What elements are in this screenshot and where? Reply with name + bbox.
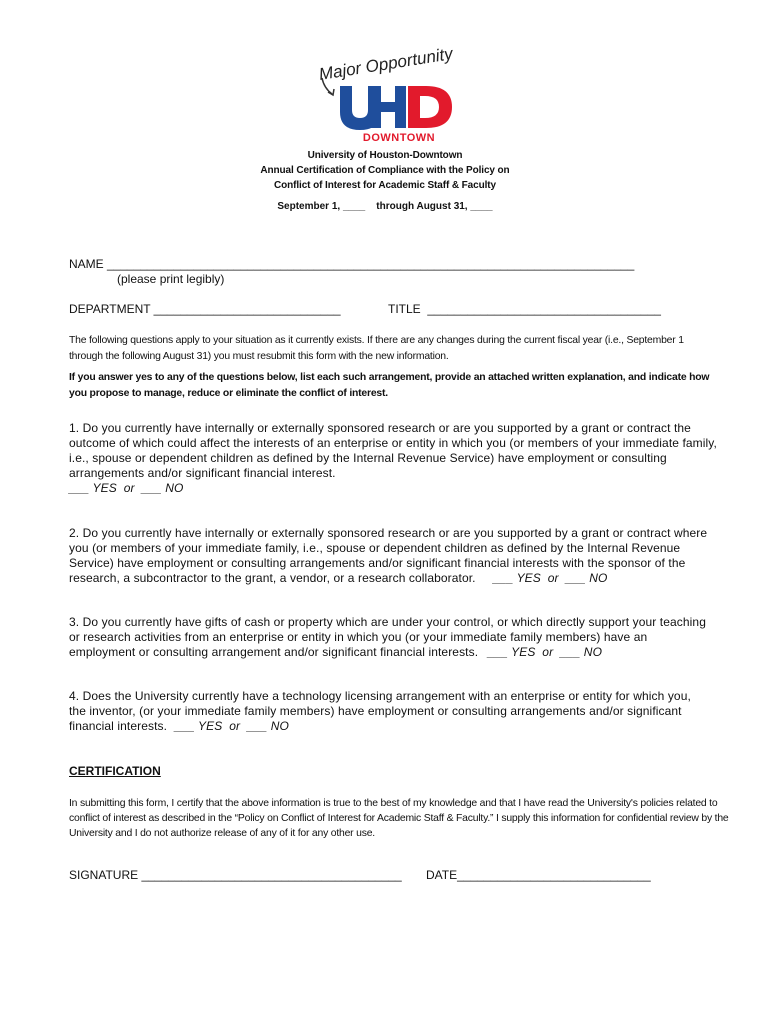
title-line-3: Conflict of Interest for Academic Staff & Faculty: [274, 180, 496, 191]
instructions-paragraph: If you answer yes to any of the questions below, list each such arrangement, provide an attached written explanation, and indicate how you propose to manage, reduce or eliminate the conflict of interest.: [69, 372, 710, 399]
question-4: [69, 689, 709, 734]
certification-text: In submitting this form, I certify that the above information is true to the best of my knowledge and that I have read the University's policies related to conflict of interest as described in the “Policy on Conflict of Interest for Academic Staff & Faculty.” I supply this information for confidential review by the University and I do not authorize release of any of it for any other use.: [69, 798, 729, 839]
uhd-logo: [310, 44, 470, 146]
question-2-answer[interactable]: ___ YES or ___ NO: [493, 571, 608, 585]
question-4-text: 4. Does the University currently have a technology licensing arrangement with an enterprise or entity for which you, the inventor, (or your immediate family members) have employment or consulting arrangements and/or significant financial interests.: [69, 689, 691, 733]
title-line-1: University of Houston-Downtown: [307, 150, 463, 161]
question-4-answer[interactable]: ___ YES or ___ NO: [174, 719, 289, 733]
name-field[interactable]: NAME _______________________________________________________________________________: [69, 257, 635, 271]
question-1-text: 1. Do you currently have internally or externally sponsored research or are you supported by a grant or contract the outcome of which could affect the interests of an enterprise or entity in which you (or members of your immediate family, i.e., spouse or dependent children as defined by the Internal Revenue Service) have employment or consulting arrangements and/or significant financial interest.: [69, 421, 717, 480]
date-field[interactable]: DATE_____________________________: [426, 868, 651, 882]
department-field[interactable]: DEPARTMENT ____________________________: [69, 302, 341, 316]
question-3: [69, 615, 709, 660]
question-3-text: 3. Do you currently have gifts of cash or property which are under your control, or which directly support your teaching or research activities from an enterprise or entity in which you (or your immediate family members) have an employment or consulting arrangement and/or significant financial interests.: [69, 615, 706, 659]
question-1: [69, 421, 719, 496]
question-1-answer[interactable]: ___ YES or ___ NO: [69, 481, 184, 495]
signature-field[interactable]: SIGNATURE _______________________________________: [69, 868, 402, 882]
title-line-2: Annual Certification of Compliance with the Policy on: [260, 165, 510, 176]
intro-paragraph: The following questions apply to your situation as it currently exists. If there are any changes during the current fiscal year (i.e., September 1 through the following August 31) you must resubmit this form with the new information.: [69, 335, 684, 362]
logo-tagline: Major Opportunity: [317, 44, 454, 84]
question-2-text: 2. Do you currently have internally or externally sponsored research or are you supported by a grant or contract where you (or members of your immediate family, i.e., spouse or dependent children as defined by the Internal Revenue Service) have employment or consulting arrangements and/or significant financial interests with the sponsor of the research, a subcontractor to the grant, a vendor, or a research collaborator.: [69, 526, 708, 585]
certification-heading: CERTIFICATION: [69, 764, 161, 778]
question-3-answer[interactable]: ___ YES or ___ NO: [487, 645, 603, 659]
title-field[interactable]: TITLE ___________________________________: [388, 302, 661, 316]
fiscal-year-dates: September 1, ____ through August 31, ____: [277, 201, 493, 212]
name-hint: (please print legibly): [117, 272, 225, 286]
logo-wordmark: DOWNTOWN: [362, 132, 436, 144]
question-2: [69, 526, 709, 586]
document-title: [0, 148, 770, 193]
